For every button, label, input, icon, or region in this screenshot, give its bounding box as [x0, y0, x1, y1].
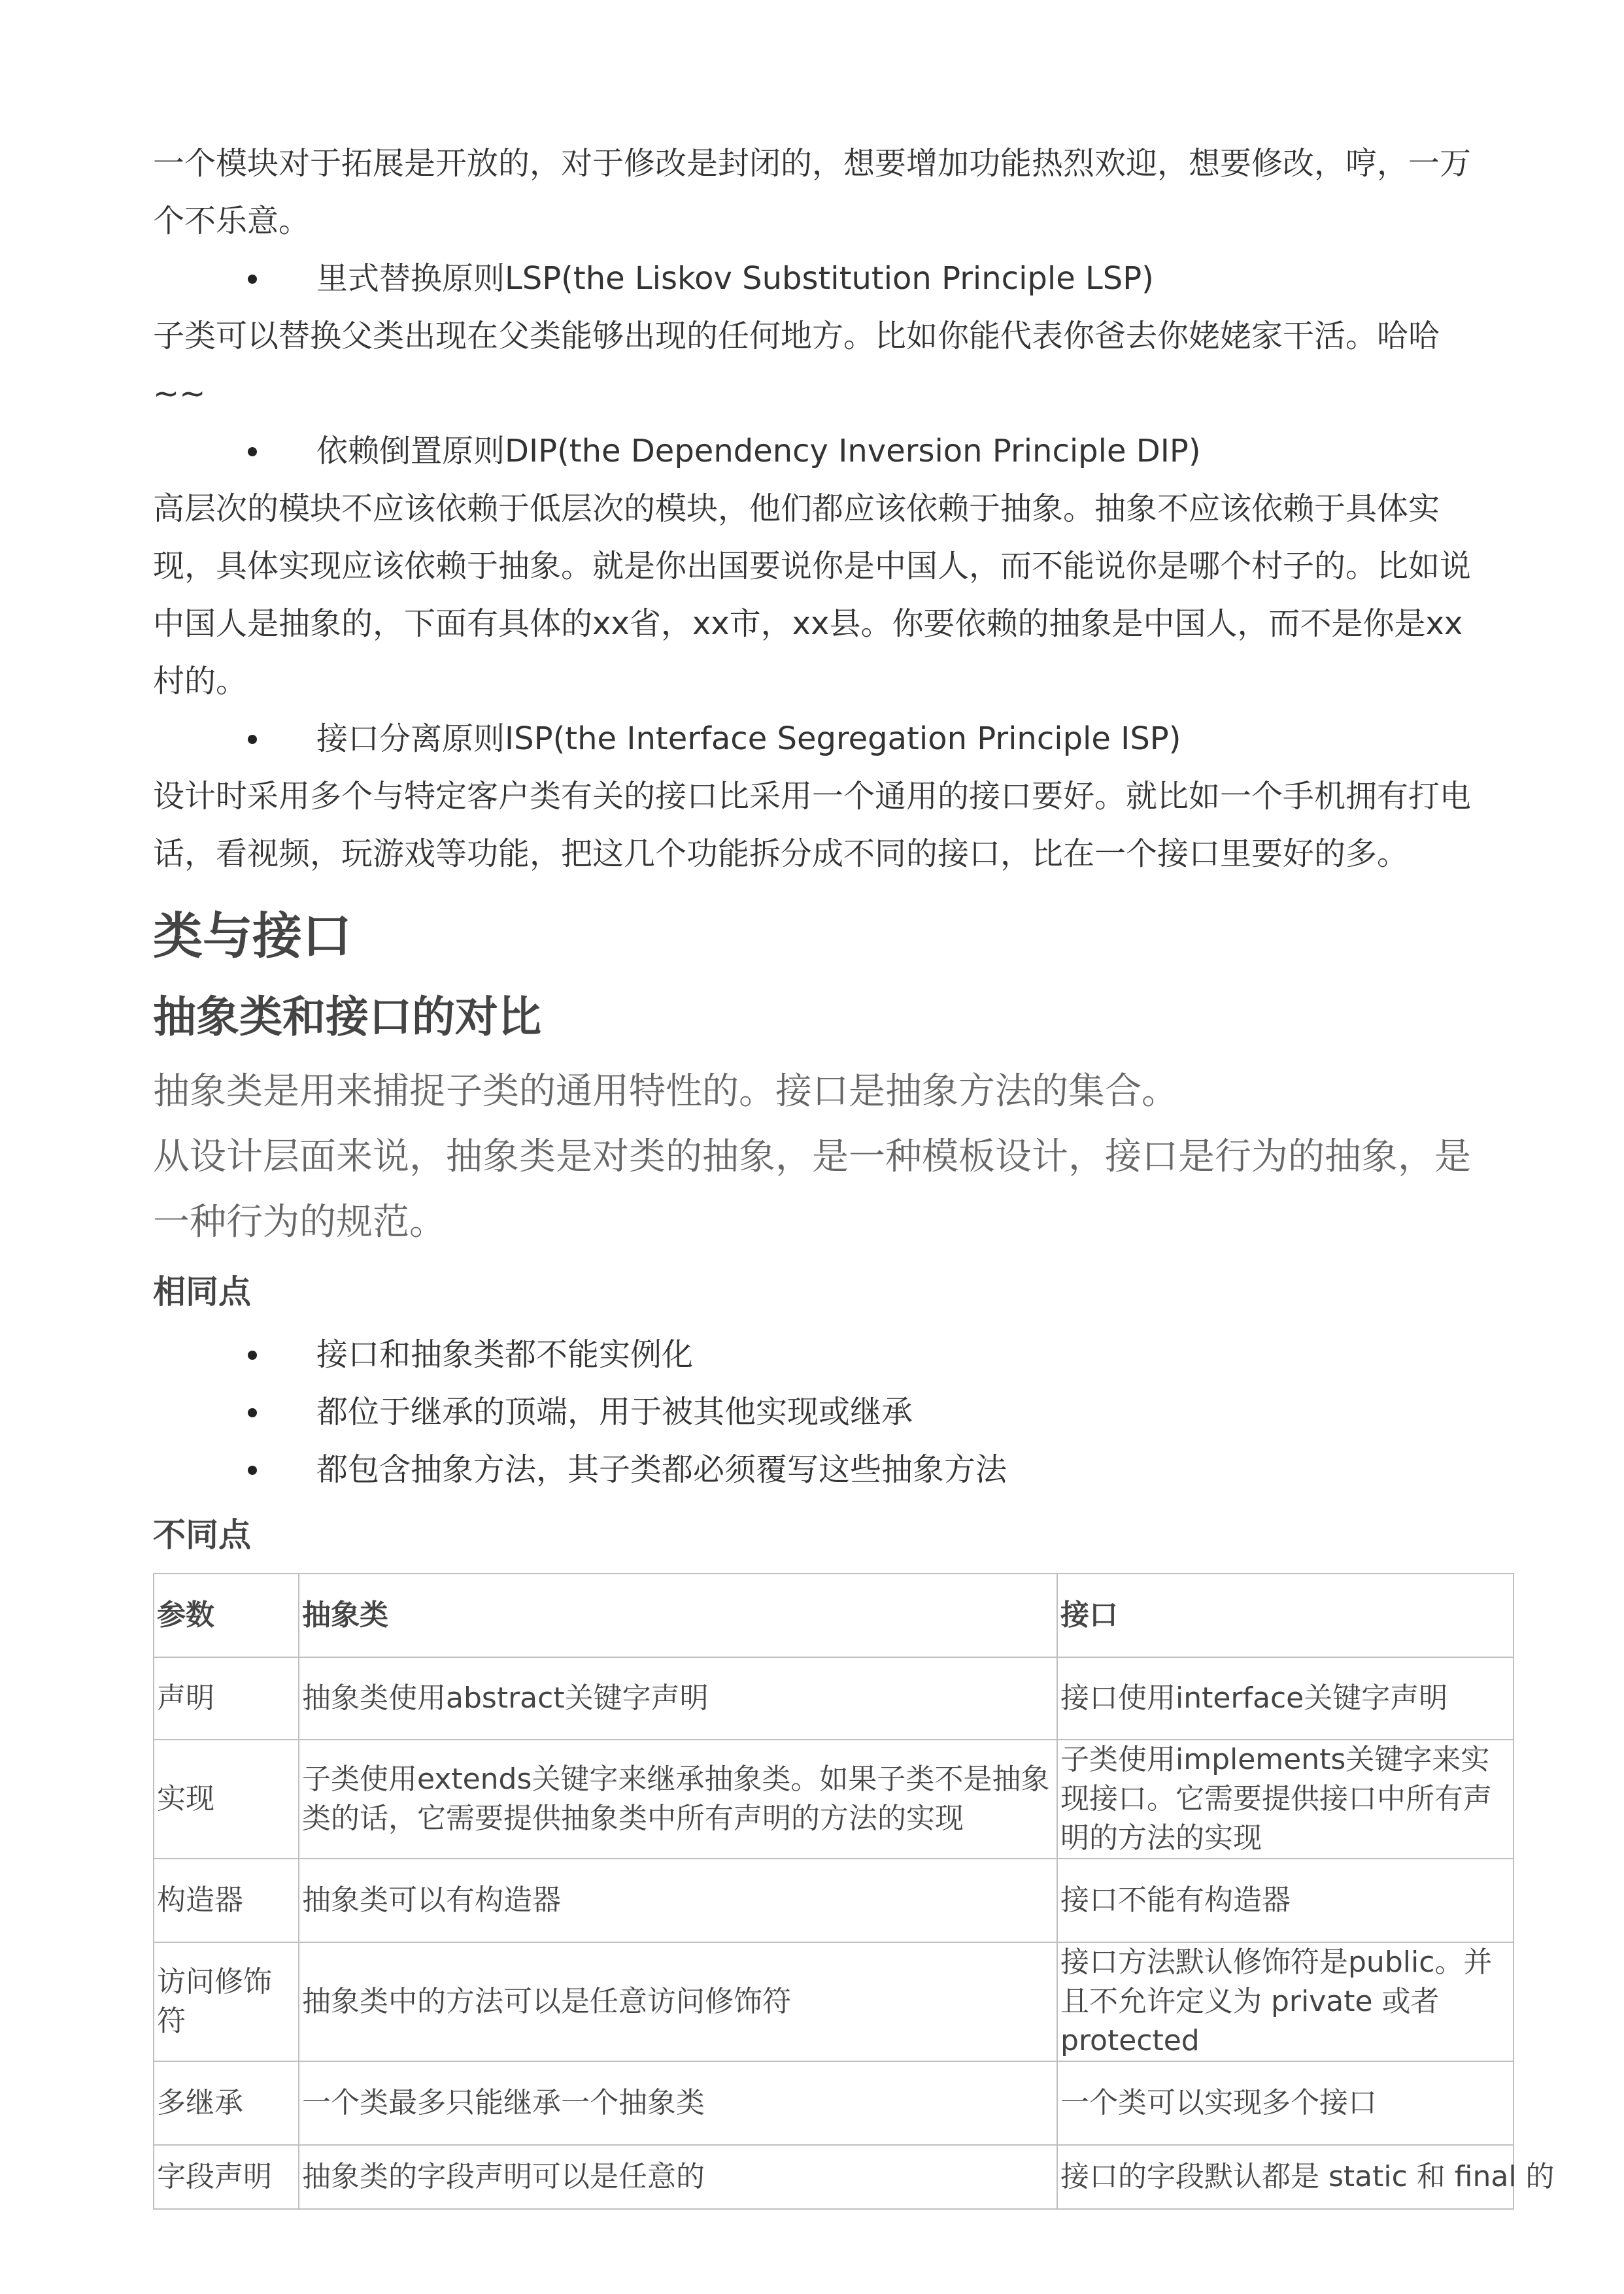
bullet-dot-icon [248, 1408, 257, 1417]
table-row [154, 1859, 1514, 1942]
table-header-row [154, 1574, 1514, 1657]
isp-paragraph: 设计时采用多个与特定客户类有关的接口比采用一个通用的接口要好。就比如一个手机拥有打电话，看视频，玩游戏等功能，把这几个功能拆分成不同的接口，比在一个接口里要好的多。 [153, 778, 1472, 872]
abstract-cell: 一个类最多只能继承一个抽象类 [299, 2061, 1057, 2145]
bullet-dot-icon [248, 735, 257, 744]
section-title: 类与接口 [153, 907, 352, 965]
same-point-text: 都位于继承的顶端，用于被其他实现或继承 [316, 1394, 913, 1430]
bullet-dot-icon [248, 1466, 257, 1475]
subsection-title: 抽象类和接口的对比 [153, 992, 541, 1042]
isp-bullet [153, 710, 1481, 767]
row-label: 构造器 [154, 1859, 299, 1942]
same-point-item [153, 1326, 1481, 1383]
lsp-bullet [153, 250, 1481, 307]
bullet-dot-icon [248, 1351, 257, 1360]
header-param: 参数 [154, 1574, 299, 1657]
interface-cell: 接口使用interface关键字声明 [1057, 1657, 1514, 1740]
abstract-cell: 抽象类的字段声明可以是任意的 [299, 2145, 1057, 2209]
abstract-cell: 抽象类可以有构造器 [299, 1859, 1057, 1942]
table-row [154, 1657, 1514, 1740]
dip-title: 依赖倒置原则DIP(the Dependency Inversion Principle DIP) [316, 433, 1201, 469]
bullet-dot-icon [248, 275, 257, 284]
interface-cell: 子类使用implements关键字来实现接口。它需要提供接口中所有声明的方法的实现 [1057, 1740, 1514, 1859]
table-row [154, 2061, 1514, 2145]
interface-cell: 一个类可以实现多个接口 [1057, 2061, 1514, 2145]
row-label: 字段声明 [154, 2145, 299, 2209]
dip-paragraph: 高层次的模块不应该依赖于低层次的模块，他们都应该依赖于抽象。抽象不应该依赖于具体实现，具体实现应该依赖于抽象。就是你出国要说你是中国人，而不能说你是哪个村子的。比如说中国人是抽象的，下面有具体的xx省，xx市，xx县。你要依赖的抽象是中国人，而不是你是xx村的。 [153, 490, 1472, 700]
row-label: 声明 [154, 1657, 299, 1740]
row-label: 访问修饰符 [154, 1942, 299, 2061]
interface-cell: 接口方法默认修饰符是public。并且不允许定义为 private 或者 protected [1057, 1942, 1514, 2061]
diff-points-heading: 不同点 [153, 1516, 251, 1554]
table-row [154, 1740, 1514, 1859]
abstract-cell: 抽象类使用abstract关键字声明 [299, 1657, 1057, 1740]
lead-paragraph-2: 从设计层面来说，抽象类是对类的抽象，是一种模板设计，接口是行为的抽象，是一种行为的规范。 [153, 1136, 1471, 1243]
row-label: 多继承 [154, 2061, 299, 2145]
same-point-text: 接口和抽象类都不能实例化 [316, 1336, 694, 1373]
ocp-paragraph: 一个模块对于拓展是开放的，对于修改是封闭的，想要增加功能热烈欢迎，想要修改，哼，一万个不乐意。 [153, 145, 1472, 239]
document-page [153, 135, 1555, 2210]
comparison-table [153, 1573, 1555, 2210]
row-label: 实现 [154, 1740, 299, 1859]
lsp-title: 里式替换原则LSP(the Liskov Substitution Principle LSP) [316, 260, 1154, 297]
dip-bullet [153, 422, 1481, 480]
comparison-table-wrapper [153, 1573, 1555, 2210]
lsp-paragraph: 子类可以替换父类出现在父类能够出现的任何地方。比如你能代表你爸去你姥姥家干活。哈哈~~ [153, 318, 1440, 412]
same-points-heading: 相同点 [153, 1273, 251, 1311]
isp-title: 接口分离原则ISP(the Interface Segregation Principle ISP) [316, 720, 1181, 757]
same-point-text: 都包含抽象方法，其子类都必须覆写这些抽象方法 [316, 1451, 1007, 1488]
lead-paragraph-1: 抽象类是用来捕捉子类的通用特性的。接口是抽象方法的集合。 [153, 1070, 1178, 1113]
same-point-item [153, 1383, 1481, 1441]
interface-cell: 接口不能有构造器 [1057, 1859, 1514, 1942]
table-row [154, 1942, 1514, 2061]
same-point-item [153, 1441, 1481, 1498]
header-abstract-class: 抽象类 [299, 1574, 1057, 1657]
interface-cell: 接口的字段默认都是 static 和 final 的 [1057, 2145, 1514, 2209]
bullet-dot-icon [248, 447, 257, 456]
header-interface: 接口 [1057, 1574, 1514, 1657]
table-row [154, 2145, 1514, 2209]
abstract-cell: 抽象类中的方法可以是任意访问修饰符 [299, 1942, 1057, 2061]
abstract-cell: 子类使用extends关键字来继承抽象类。如果子类不是抽象类的话，它需要提供抽象类中所有声明的方法的实现 [299, 1740, 1057, 1859]
